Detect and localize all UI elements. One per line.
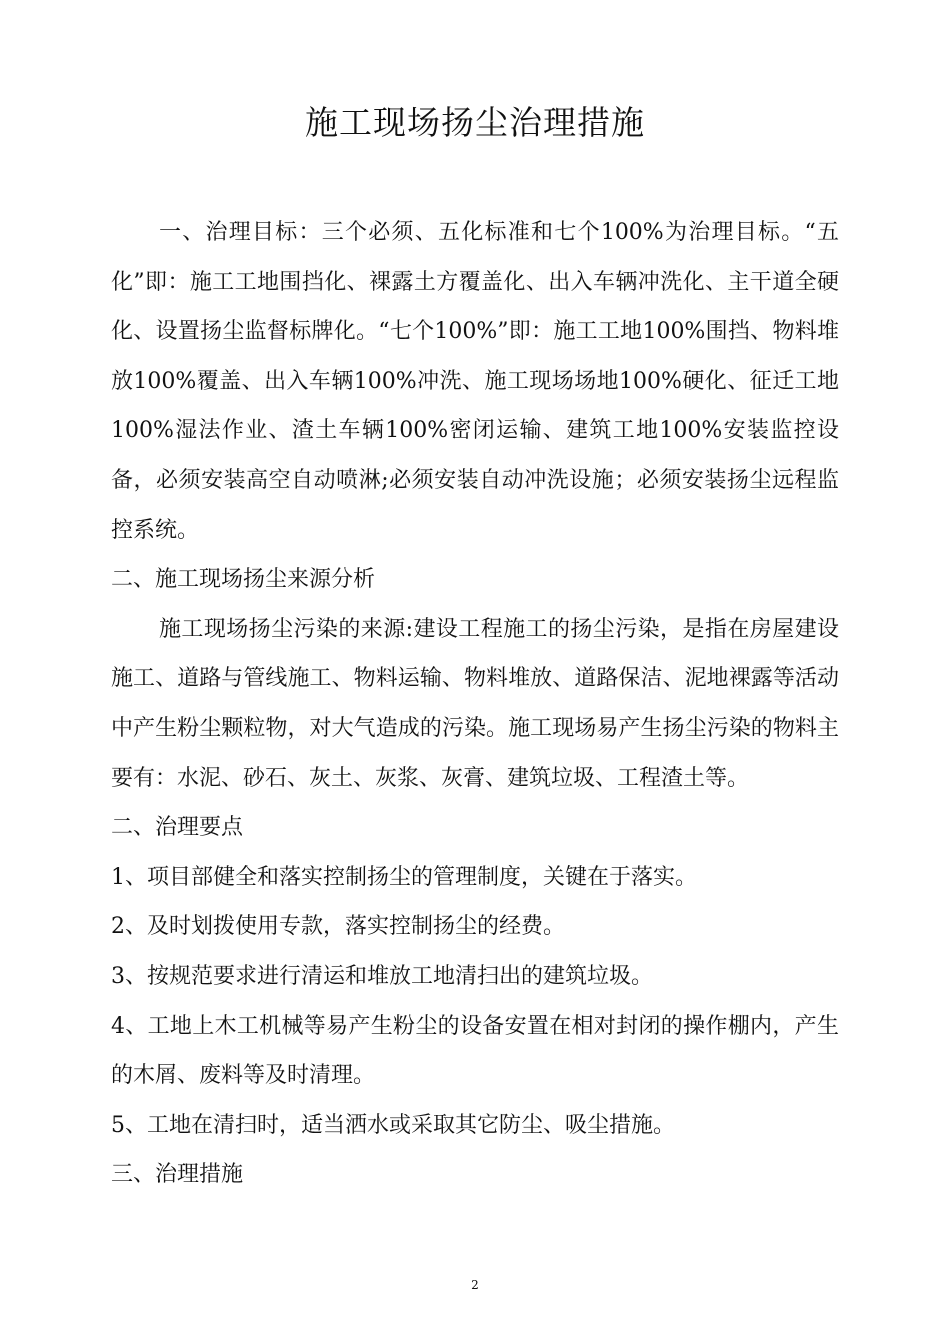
heading-key-points: 二、治理要点	[111, 815, 244, 841]
paragraph-governance-goals: 一、治理目标：三个必须、五化标准和七个100%为治理目标。“五化”即：施工工地围挡化、裸露土方覆盖化、出入车辆冲洗化、主干道全硬化、设置扬尘监督标牌化。“七个100%”即：施工工地100%围挡、物料堆放100%覆盖、出入车辆100%冲洗、施工现场场地100%硬化、征迁工地100%湿法作业、渣土车辆100%密闭运输、建筑工地100%安装监控设备，必须安装高空自动喷淋;必须安装自动冲洗设施；必须安装扬尘远程监控系统。	[111, 220, 839, 543]
paragraph-dust-sources: 施工现场扬尘污染的来源:建设工程施工的扬尘污染，是指在房屋建设施工、道路与管线施工、物料运输、物料堆放、道路保洁、泥地裸露等活动中产生粉尘颗粒物，对大气造成的污染。施工现场易产生扬尘污染的物料主要有：水泥、砂石、灰土、灰浆、灰膏、建筑垃圾、工程渣土等。	[111, 616, 839, 791]
heading-dust-source-analysis: 二、施工现场扬尘来源分析	[111, 567, 376, 593]
list-item-point-2: 2、及时划拨使用专款，落实控制扬尘的经费。	[111, 914, 565, 940]
list-item-point-5: 5、工地在清扫时，适当洒水或采取其它防尘、吸尘措施。	[111, 1112, 675, 1138]
heading-governance-measures: 三、治理措施	[111, 1162, 244, 1188]
document-body	[111, 208, 839, 1200]
page-number: 2	[471, 1278, 479, 1292]
document-title: 施工现场扬尘治理措施	[305, 103, 645, 142]
list-item-point-3: 3、按规范要求进行清运和堆放工地清扫出的建筑垃圾。	[111, 963, 653, 989]
list-item-point-4: 4、工地上木工机械等易产生粉尘的设备安置在相对封闭的操作棚内，产生的木屑、废料等及时清理。	[111, 1013, 839, 1089]
list-item-point-1: 1、项目部健全和落实控制扬尘的管理制度，关键在于落实。	[111, 864, 697, 890]
